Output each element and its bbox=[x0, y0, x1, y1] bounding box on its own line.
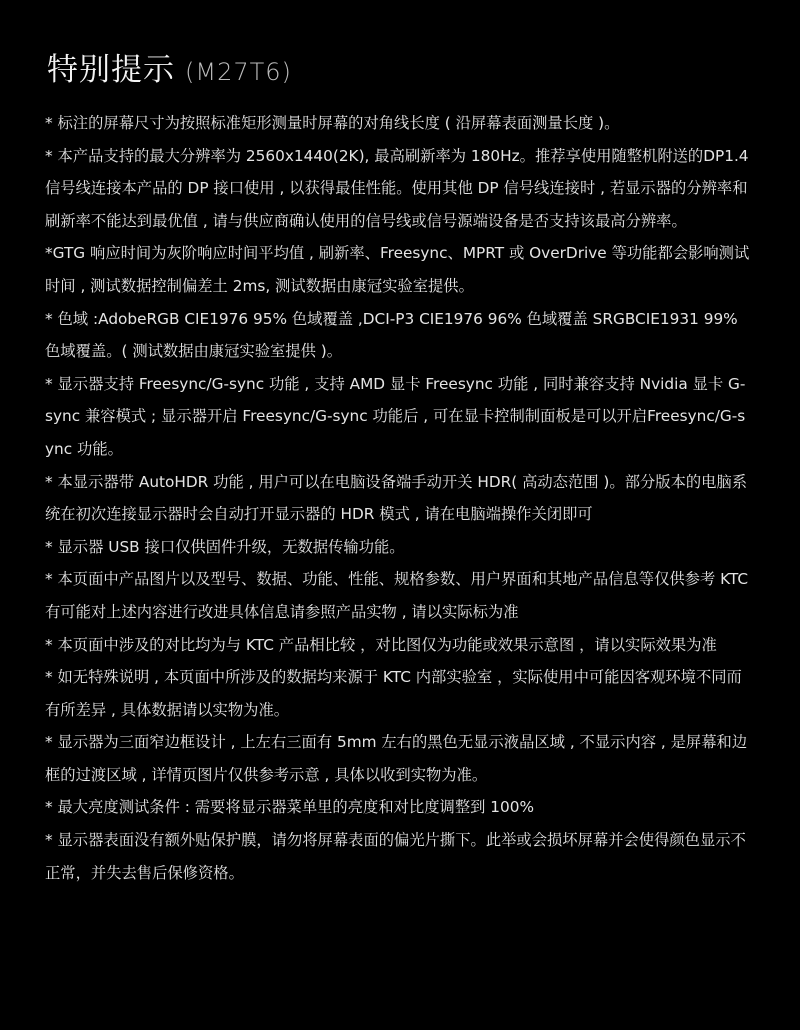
notice-item-comparison: * 本页面中涉及的对比均为与 KTC 产品相比较 ，对比图仅为功能或效果示意图 ，请以实际效果为准 bbox=[45, 635, 717, 654]
page-header bbox=[47, 44, 292, 88]
notice-item-usb: * 显示器 USB 接口仅供固件升级，无数据传输功能。 bbox=[45, 537, 405, 556]
notice-list bbox=[45, 107, 751, 889]
notice-item-brightness: * 最大亮度测试条件 : 需要将显示器菜单里的亮度和对比度调整到 100% bbox=[45, 798, 535, 817]
page-title: 特别提示 bbox=[47, 52, 175, 88]
notice-item-bezel: * 显示器为三面窄边框设计 , 上左右三面有 5mm 左右的黑色无显示液晶区域 , 不显示内容 , 是屏幕和边框的过渡区域 , 详情页图片仅供参考示意 , 具体以收到实物为准。 bbox=[45, 733, 748, 784]
notice-item-color-gamut: * 色域 :AdobeRGB CIE1976 95% 色域覆盖 ,DCI-P3 CIE1976 96% 色域覆盖 SRGBCIE1931 99% 色域覆盖。( 测试数据由康冠实验室提供 )。 bbox=[45, 309, 738, 361]
notice-item-autohdr: * 本显示器带 AutoHDR 功能 , 用户可以在电脑设备端手动开关 HDR( 高动态范围 )。部分版本的电脑系统在初次连接显示器时会自动打开显示器的 HDR 模式 , 请在电脑端操作关闭即可 bbox=[45, 472, 748, 524]
notice-item-response-time: *GTG 响应时间为灰阶响应时间平均值 , 刷新率、Freesync、MPRT 或 OverDrive 等功能都会影响测试时间 , 测试数据控制偏差土 2ms, 测试数据由康冠实验室提供。 bbox=[45, 244, 750, 295]
notice-item-product-images: * 本页面中产品图片以及型号、数据、功能、性能、规格参数、用户界面和其地产品信息等仅供参考 KTC 有可能对上述内容进行改进具体信息请参照产品实物 , 请以实际标为准 bbox=[45, 570, 749, 621]
model-number: (M27T6) bbox=[185, 58, 292, 86]
notice-item-protective-film: * 显示器表面没有额外贴保护膜，请勿将屏幕表面的偏光片撕下。此举或会损坏屏幕并会使得颜色显示不正常，并失去售后保修资格。 bbox=[45, 831, 746, 882]
notice-item-freesync: * 显示器支持 Freesync/G-sync 功能 , 支持 AMD 显卡 Freesync 功能 , 同时兼容支持 Nvidia 显卡 G-sync 兼容模式 ; 显示器开启 Freesync/G-sync 功能后 , 可在显卡控制制面板是可以开启Freesync/G-sync 功能。 bbox=[45, 374, 746, 458]
notice-item-data-source: * 如无特殊说明 , 本页面中所涉及的数据均来源于 KTC 内部实验室 ，实际使用中可能因客观环境不同而有所差异 , 具体数据请以实物为准。 bbox=[45, 668, 742, 719]
notice-item-screen-size: * 标注的屏幕尺寸为按照标准矩形测量时屏幕的对角线长度 ( 沿屏幕表面测量长度 )。 bbox=[45, 114, 620, 132]
notice-item-resolution: * 本产品支持的最大分辨率为 2560x1440(2K), 最高刷新率为 180Hz。推荐享使用随整机附送的DP1.4 信号线连接本产品的 DP 接口使用 , 以获得最佳性能。使用其他 DP 信号线连接时 , 若显示器的分辨率和刷新率不能达到最优值 , 请与供应商确认使用的信号线或信号源端设备是否支持该最高分辨率。 bbox=[45, 146, 749, 230]
